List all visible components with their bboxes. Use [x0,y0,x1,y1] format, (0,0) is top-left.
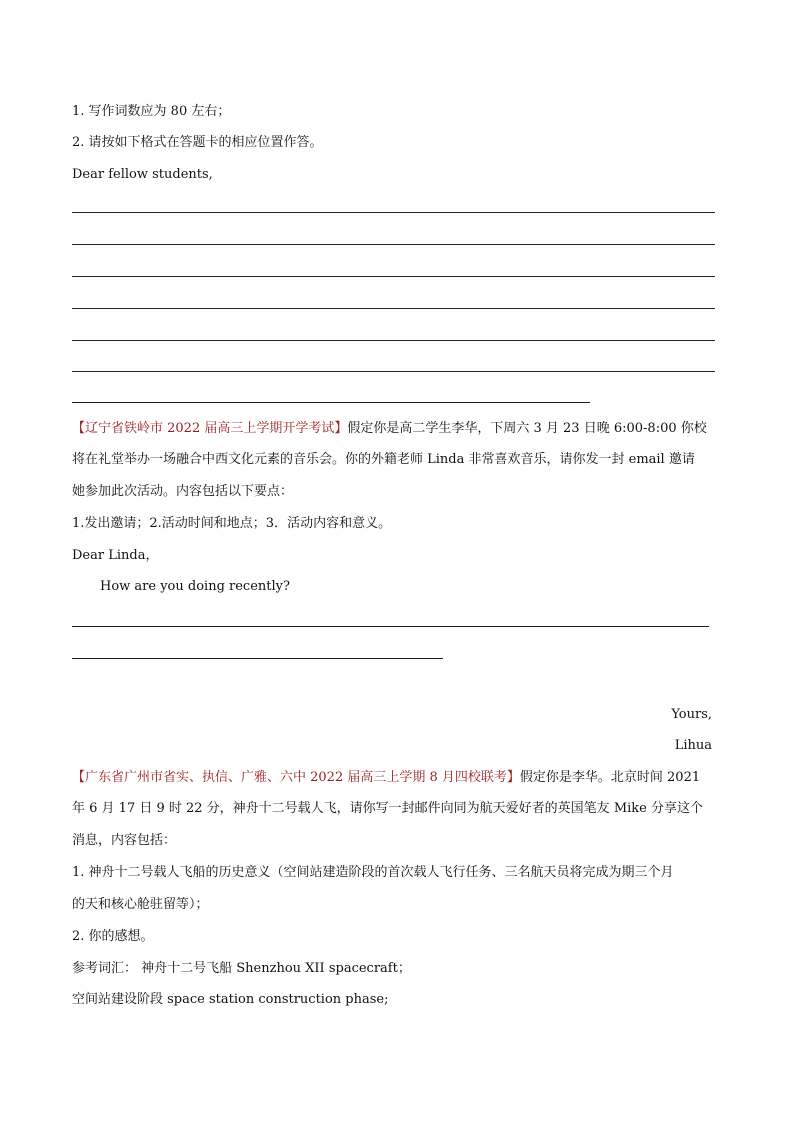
requirement-1: 1. 写作词数应为 80 左右； [72,104,231,119]
prompt-line: 她参加此次活动。内容包括以下要点： [72,484,294,499]
answer-line [72,308,715,309]
key-points: 1.发出邀请；2.活动时间和地点；3．活动内容和意义。 [72,516,392,531]
answer-line [72,371,715,372]
question-prompt [72,769,700,787]
letter-greeting: Dear Linda， [72,548,159,563]
answer-line [72,244,715,245]
prompt-line: 年 6 月 17 日 9 时 22 分，神舟十二号载人飞，请你写一封邮件向同为航天爱好者的英国笔友 Mike 分享这个 [72,801,703,816]
question-prompt [72,420,707,438]
vocabulary-line: 空间站建设阶段 space station construction phase; [72,992,389,1007]
letter-greeting: Dear fellow students, [72,167,213,182]
source-label: 【辽宁省铁岭市 2022 届高三上学期开学考试】 [72,421,348,436]
prompt-text: 假定你是李华。北京时间 2021 [519,770,701,785]
vocabulary-line: 参考词汇： 神舟十二号飞船 Shenzhou XII spacecraft； [72,961,411,976]
prompt-line: 消息，内容包括： [72,833,177,848]
answer-line [72,658,443,659]
prompt-line: 将在礼堂举办一场融合中西文化元素的音乐会。你的外籍老师 Linda 非常喜欢音乐，请你发一封 email 邀请 [72,452,695,467]
content-item-1: 1. 神舟十二号载人飞船的历史意义（空间站建造阶段的首次载人飞行任务、三名航天员将完成为期三个月 [72,865,674,880]
answer-line [72,340,715,341]
answer-line [72,212,715,213]
answer-line [72,626,709,627]
letter-closing: Yours, [671,707,712,722]
letter-opening: How are you doing recently? [100,579,290,594]
prompt-text: 假定你是高二学生李华，下周六 3 月 23 日晚 6:00-8:00 你校 [347,421,707,436]
source-label: 【广东省广州市省实、执信、广雅、六中 2022 届高三上学期 8 月四校联考】 [72,770,520,785]
answer-line [72,276,715,277]
answer-line [72,402,590,403]
content-item-2: 2. 你的感想。 [72,929,154,944]
content-item-1-cont: 的天和核心舱驻留等）； [72,897,209,912]
requirement-2: 2. 请按如下格式在答题卡的相应位置作答。 [72,135,323,150]
letter-signature: Lihua [674,738,712,753]
